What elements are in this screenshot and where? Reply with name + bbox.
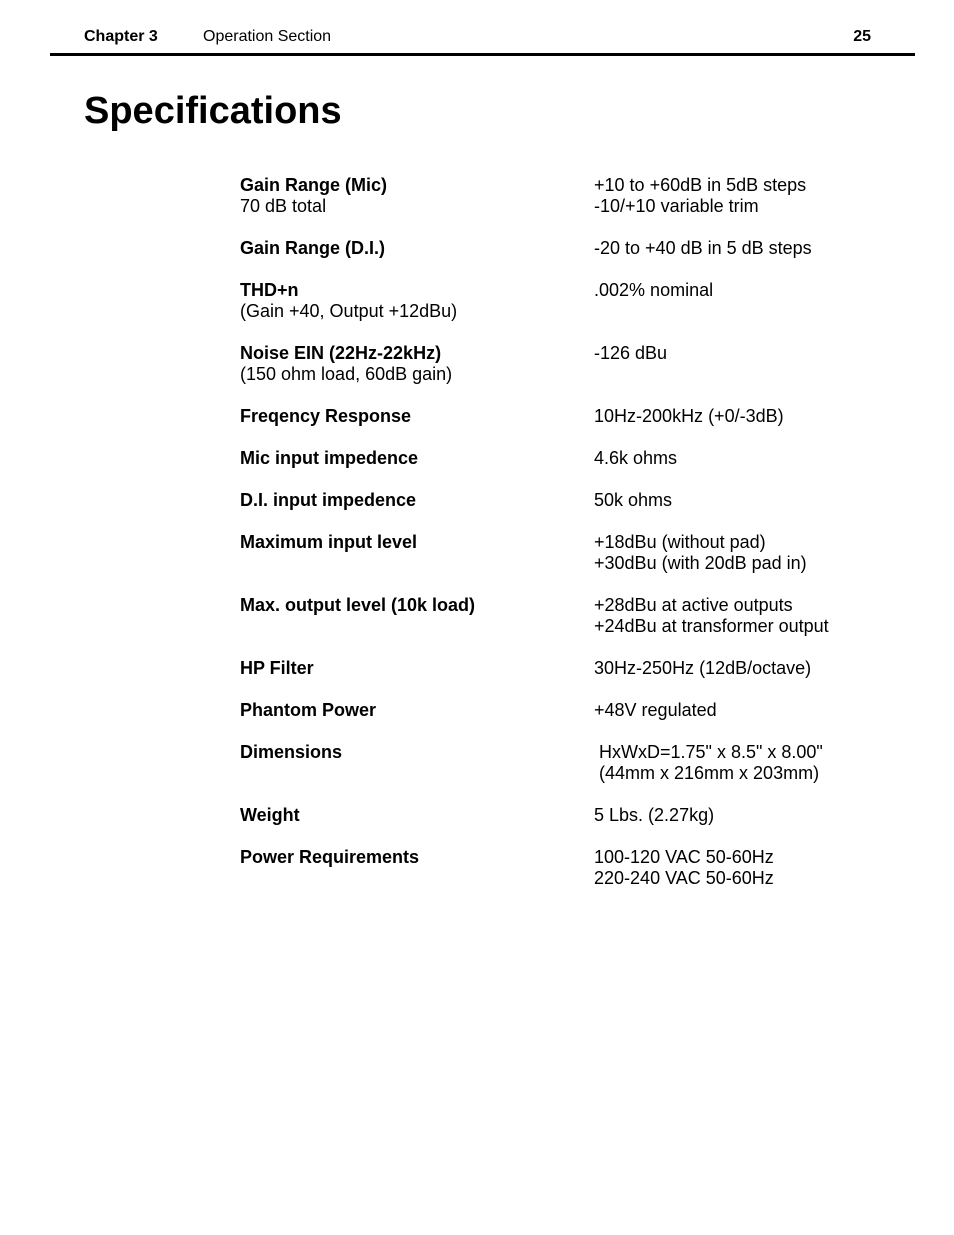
spec-value-column xyxy=(594,658,874,679)
spec-label-column xyxy=(240,280,589,322)
spec-row xyxy=(240,532,880,574)
spec-row xyxy=(240,448,880,469)
spec-value: +24dBu at transformer output xyxy=(594,616,829,636)
spec-label-column xyxy=(240,805,589,826)
spec-value: -20 to +40 dB in 5 dB steps xyxy=(594,238,812,258)
spec-value-column xyxy=(594,490,874,511)
spec-row xyxy=(240,175,880,217)
spec-value-column xyxy=(594,175,874,217)
spec-label-column xyxy=(240,406,589,427)
spec-label-column xyxy=(240,742,589,763)
spec-row xyxy=(240,490,880,511)
spec-label-column xyxy=(240,238,589,259)
spec-label: HP Filter xyxy=(240,658,314,678)
spec-row xyxy=(240,280,880,322)
spec-value: 30Hz-250Hz (12dB/octave) xyxy=(594,658,812,678)
spec-value: +28dBu at active outputs xyxy=(594,595,793,615)
page-header xyxy=(50,22,915,56)
spec-row xyxy=(240,700,880,721)
spec-value-column xyxy=(594,532,874,574)
spec-value: -10/+10 variable trim xyxy=(594,196,759,216)
spec-label-column xyxy=(240,532,589,553)
spec-label-column xyxy=(240,343,589,385)
spec-label: Maximum input level xyxy=(240,532,418,552)
spec-label-column xyxy=(240,595,589,616)
spec-label: Dimensions xyxy=(240,742,343,762)
spec-value: +30dBu (with 20dB pad in) xyxy=(594,553,807,573)
spec-label: Noise EIN (22Hz-22kHz) xyxy=(240,343,442,363)
spec-row xyxy=(240,406,880,427)
page-number: 25 xyxy=(853,28,871,45)
spec-label: Weight xyxy=(240,805,300,825)
spec-value: -126 dBu xyxy=(594,343,668,363)
spec-value: 220-240 VAC 50-60Hz xyxy=(594,868,774,888)
spec-label-column xyxy=(240,700,589,721)
spec-value-column xyxy=(594,343,874,364)
spec-value-column xyxy=(594,595,874,637)
spec-label-column xyxy=(240,847,589,868)
spec-row xyxy=(240,238,880,259)
spec-value: 4.6k ohms xyxy=(594,448,678,468)
spec-row xyxy=(240,847,880,889)
spec-value: +48V regulated xyxy=(594,700,717,720)
spec-label: Freqency Response xyxy=(240,406,412,426)
spec-row xyxy=(240,658,880,679)
spec-label: Max. output level (10k load) xyxy=(240,595,476,615)
spec-value: +18dBu (without pad) xyxy=(594,532,766,552)
spec-label: Phantom Power xyxy=(240,700,377,720)
spec-value: 5 Lbs. (2.27kg) xyxy=(594,805,715,825)
spec-label: Gain Range (Mic) xyxy=(240,175,388,195)
spec-note: (150 ohm load, 60dB gain) xyxy=(240,364,453,384)
section-title: Operation Section xyxy=(203,28,332,45)
spec-label: Mic input impedence xyxy=(240,448,419,468)
spec-value-column xyxy=(594,406,874,427)
spec-label-column xyxy=(240,658,589,679)
spec-label: Power Requirements xyxy=(240,847,420,867)
spec-label-column xyxy=(240,490,589,511)
specifications-list xyxy=(240,175,880,910)
spec-label: Gain Range (D.I.) xyxy=(240,238,386,258)
spec-label: D.I. input impedence xyxy=(240,490,417,510)
spec-row xyxy=(240,805,880,826)
spec-value-column xyxy=(594,238,874,259)
spec-row xyxy=(240,742,880,784)
spec-note: (Gain +40, Output +12dBu) xyxy=(240,301,458,321)
spec-value: +10 to +60dB in 5dB steps xyxy=(594,175,807,195)
spec-value-column xyxy=(594,847,874,889)
spec-value-column xyxy=(594,805,874,826)
spec-row xyxy=(240,595,880,637)
chapter-label: Chapter 3 xyxy=(84,28,158,45)
spec-label: THD+n xyxy=(240,280,299,300)
spec-value-column xyxy=(594,700,874,721)
spec-value-column xyxy=(594,742,879,784)
spec-note: 70 dB total xyxy=(240,196,327,216)
spec-value: .002% nominal xyxy=(594,280,714,300)
spec-value: 50k ohms xyxy=(594,490,673,510)
spec-value: 10Hz-200kHz (+0/-3dB) xyxy=(594,406,784,426)
spec-value: HxWxD=1.75" x 8.5" x 8.00" xyxy=(599,742,823,762)
spec-label-column xyxy=(240,175,589,217)
spec-value-column xyxy=(594,448,874,469)
spec-row xyxy=(240,343,880,385)
spec-label-column xyxy=(240,448,589,469)
page-title: Specifications xyxy=(84,90,342,132)
spec-value: (44mm x 216mm x 203mm) xyxy=(599,763,820,783)
spec-value-column xyxy=(594,280,874,301)
spec-value: 100-120 VAC 50-60Hz xyxy=(594,847,774,867)
